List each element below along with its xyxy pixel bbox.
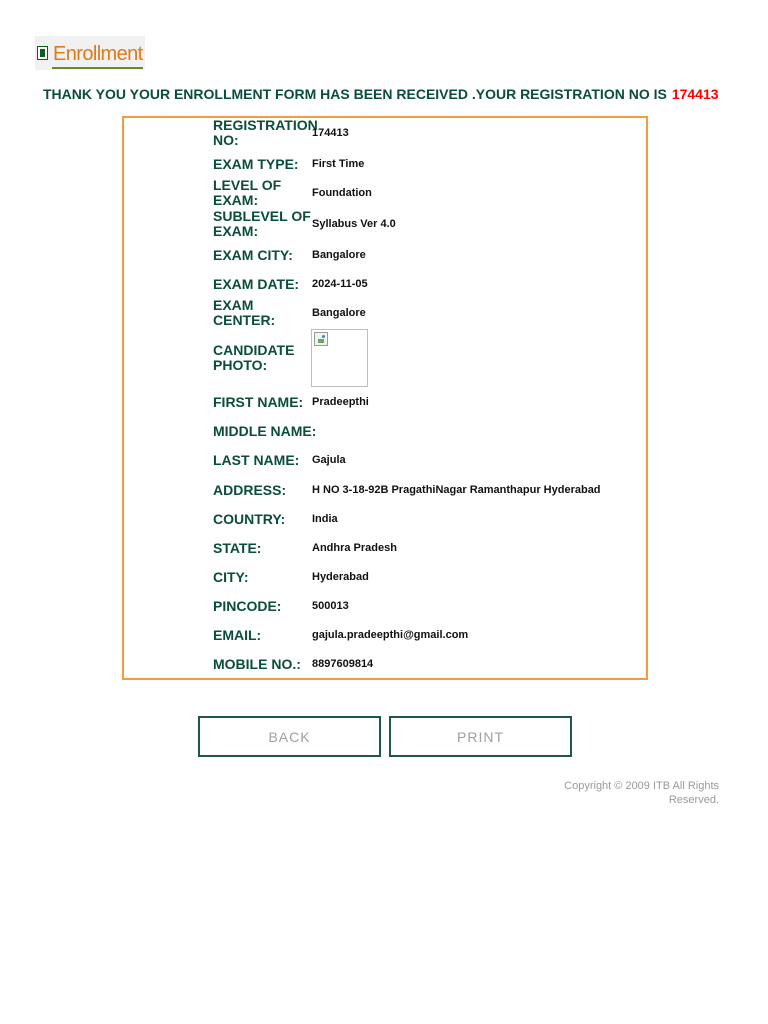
row-exam-center [213,298,633,328]
exam-center-value: Bangalore [312,307,366,319]
copyright-footer [519,779,719,807]
row-candidate-photo [213,343,633,373]
sublevel-of-exam-label: SUBLEVEL OF EXAM: [213,208,311,239]
exam-date-label: EXAM DATE: [213,275,300,292]
last-name-value: Gajula [312,454,346,466]
level-of-exam-value: Foundation [312,187,372,199]
row-middle-name [213,422,633,440]
row-city [213,568,633,586]
copyright-line-2: Reserved. [668,794,719,806]
row-last-name [213,451,633,469]
registration-number-highlight: 174413 [671,86,719,102]
header-underline [52,67,143,69]
exam-center-label: EXAM CENTER: [213,297,276,328]
country-label: COUNTRY: [213,510,286,527]
mobile-no-label: MOBILE NO.: [213,655,301,672]
exam-type-label: EXAM TYPE: [213,155,299,172]
page-title: Enrollment [53,43,143,65]
row-first-name [213,393,633,411]
email-value: gajula.pradeepthi@gmail.com [312,629,469,641]
registration-no-value: 174413 [312,127,349,139]
candidate-photo [311,329,368,387]
row-pincode [213,597,633,615]
square-icon [37,46,48,60]
row-exam-date [213,275,633,293]
row-level-of-exam [213,178,633,208]
city-value: Hyderabad [312,571,369,583]
row-exam-type [213,155,633,173]
pincode-label: PINCODE: [213,597,282,614]
back-button[interactable]: BACK [198,716,381,757]
print-button[interactable]: PRINT [389,716,572,757]
candidate-photo-label: CANDIDATE PHOTO: [213,342,295,373]
exam-date-value: 2024-11-05 [312,278,368,290]
level-of-exam-label: LEVEL OF EXAM: [213,177,282,208]
email-label: EMAIL: [213,626,262,643]
row-registration-no [213,118,633,148]
exam-type-value: First Time [312,158,365,170]
middle-name-label: MIDDLE NAME: [213,422,317,439]
copyright-line-1: Copyright © 2009 ITB All Rights [564,780,719,792]
row-country [213,510,633,528]
exam-city-label: EXAM CITY: [213,246,293,263]
enrollment-header [35,36,145,70]
city-label: CITY: [213,568,249,585]
exam-city-value: Bangalore [312,249,366,261]
confirmation-message [43,86,719,102]
first-name-value: Pradeepthi [312,396,369,408]
confirmation-text: THANK YOU YOUR ENROLLMENT FORM HAS BEEN RECEIVED .YOUR REGISTRATION NO IS [43,86,667,102]
registration-no-label: REGISTRATION NO: [213,117,318,148]
pincode-value: 500013 [312,600,349,612]
last-name-label: LAST NAME: [213,451,300,468]
state-value: Andhra Pradesh [312,542,397,554]
country-value: India [312,513,338,525]
row-sublevel-of-exam [213,209,633,239]
row-exam-city [213,246,633,264]
row-email [213,626,633,644]
first-name-label: FIRST NAME: [213,393,304,410]
state-label: STATE: [213,539,262,556]
broken-image-icon [314,332,328,346]
mobile-no-value: 8897609814 [312,658,374,670]
address-value: H NO 3-18-92B PragathiNagar Ramanthapur Hyderabad [312,484,601,496]
sublevel-of-exam-value: Syllabus Ver 4.0 [312,218,396,230]
row-mobile-no [213,655,633,673]
address-label: ADDRESS: [213,481,287,498]
row-address [213,481,633,499]
row-state [213,539,633,557]
